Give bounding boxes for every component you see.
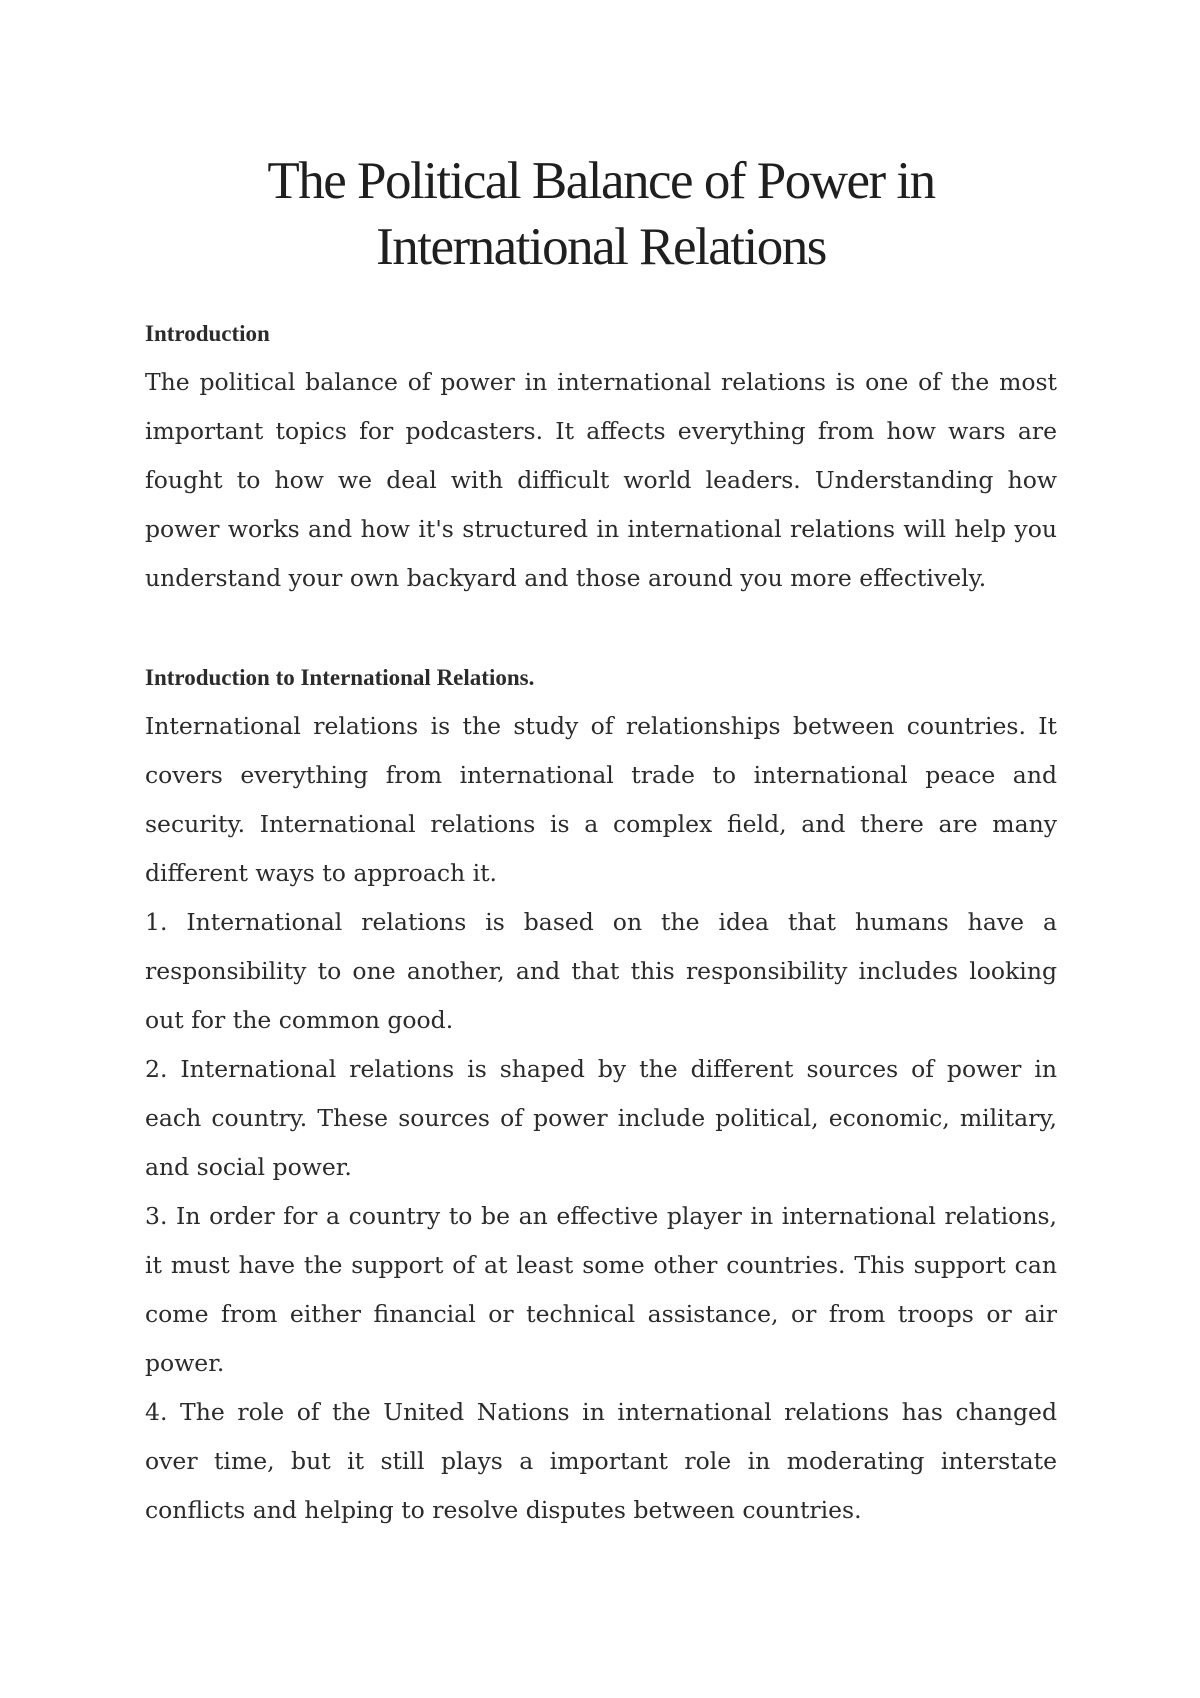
section-introduction: [145, 309, 1057, 603]
list-item-2: 2. International relations is shaped by the different sources of power in each country. These sources of power include political, economic, military, and social power.: [145, 1055, 1057, 1181]
section-heading: Introduction: [145, 321, 270, 346]
section-international-relations: [145, 653, 1057, 1535]
list-item-1: 1. International relations is based on the idea that humans have a responsibility to one another, and that this responsibility includes looking out for the common good.: [145, 908, 1057, 1034]
document-title: The Political Balance of Power in International Relations: [267, 152, 935, 276]
list-item-3: 3. In order for a country to be an effective player in international relations, it must have the support of at least some other countries. This support can come from either financial or technical assistance, or from troops or air power.: [145, 1202, 1057, 1377]
list-item-4: 4. The role of the United Nations in international relations has changed over time, but it still plays a important role in moderating interstate conflicts and helping to resolve disputes between countries.: [145, 1398, 1057, 1524]
section-heading: Introduction to International Relations.: [145, 665, 535, 690]
paragraph: International relations is the study of relationships between countries. It covers everything from international trade to international peace and security. International relations is a complex field, and there are many different ways to approach it.: [145, 712, 1057, 887]
paragraph: The political balance of power in international relations is one of the most important topics for podcasters. It affects everything from how wars are fought to how we deal with difficult world leaders. Understanding how power works and how it's structured in international relations will help you understand your own backyard and those around you more effectively.: [145, 368, 1057, 592]
